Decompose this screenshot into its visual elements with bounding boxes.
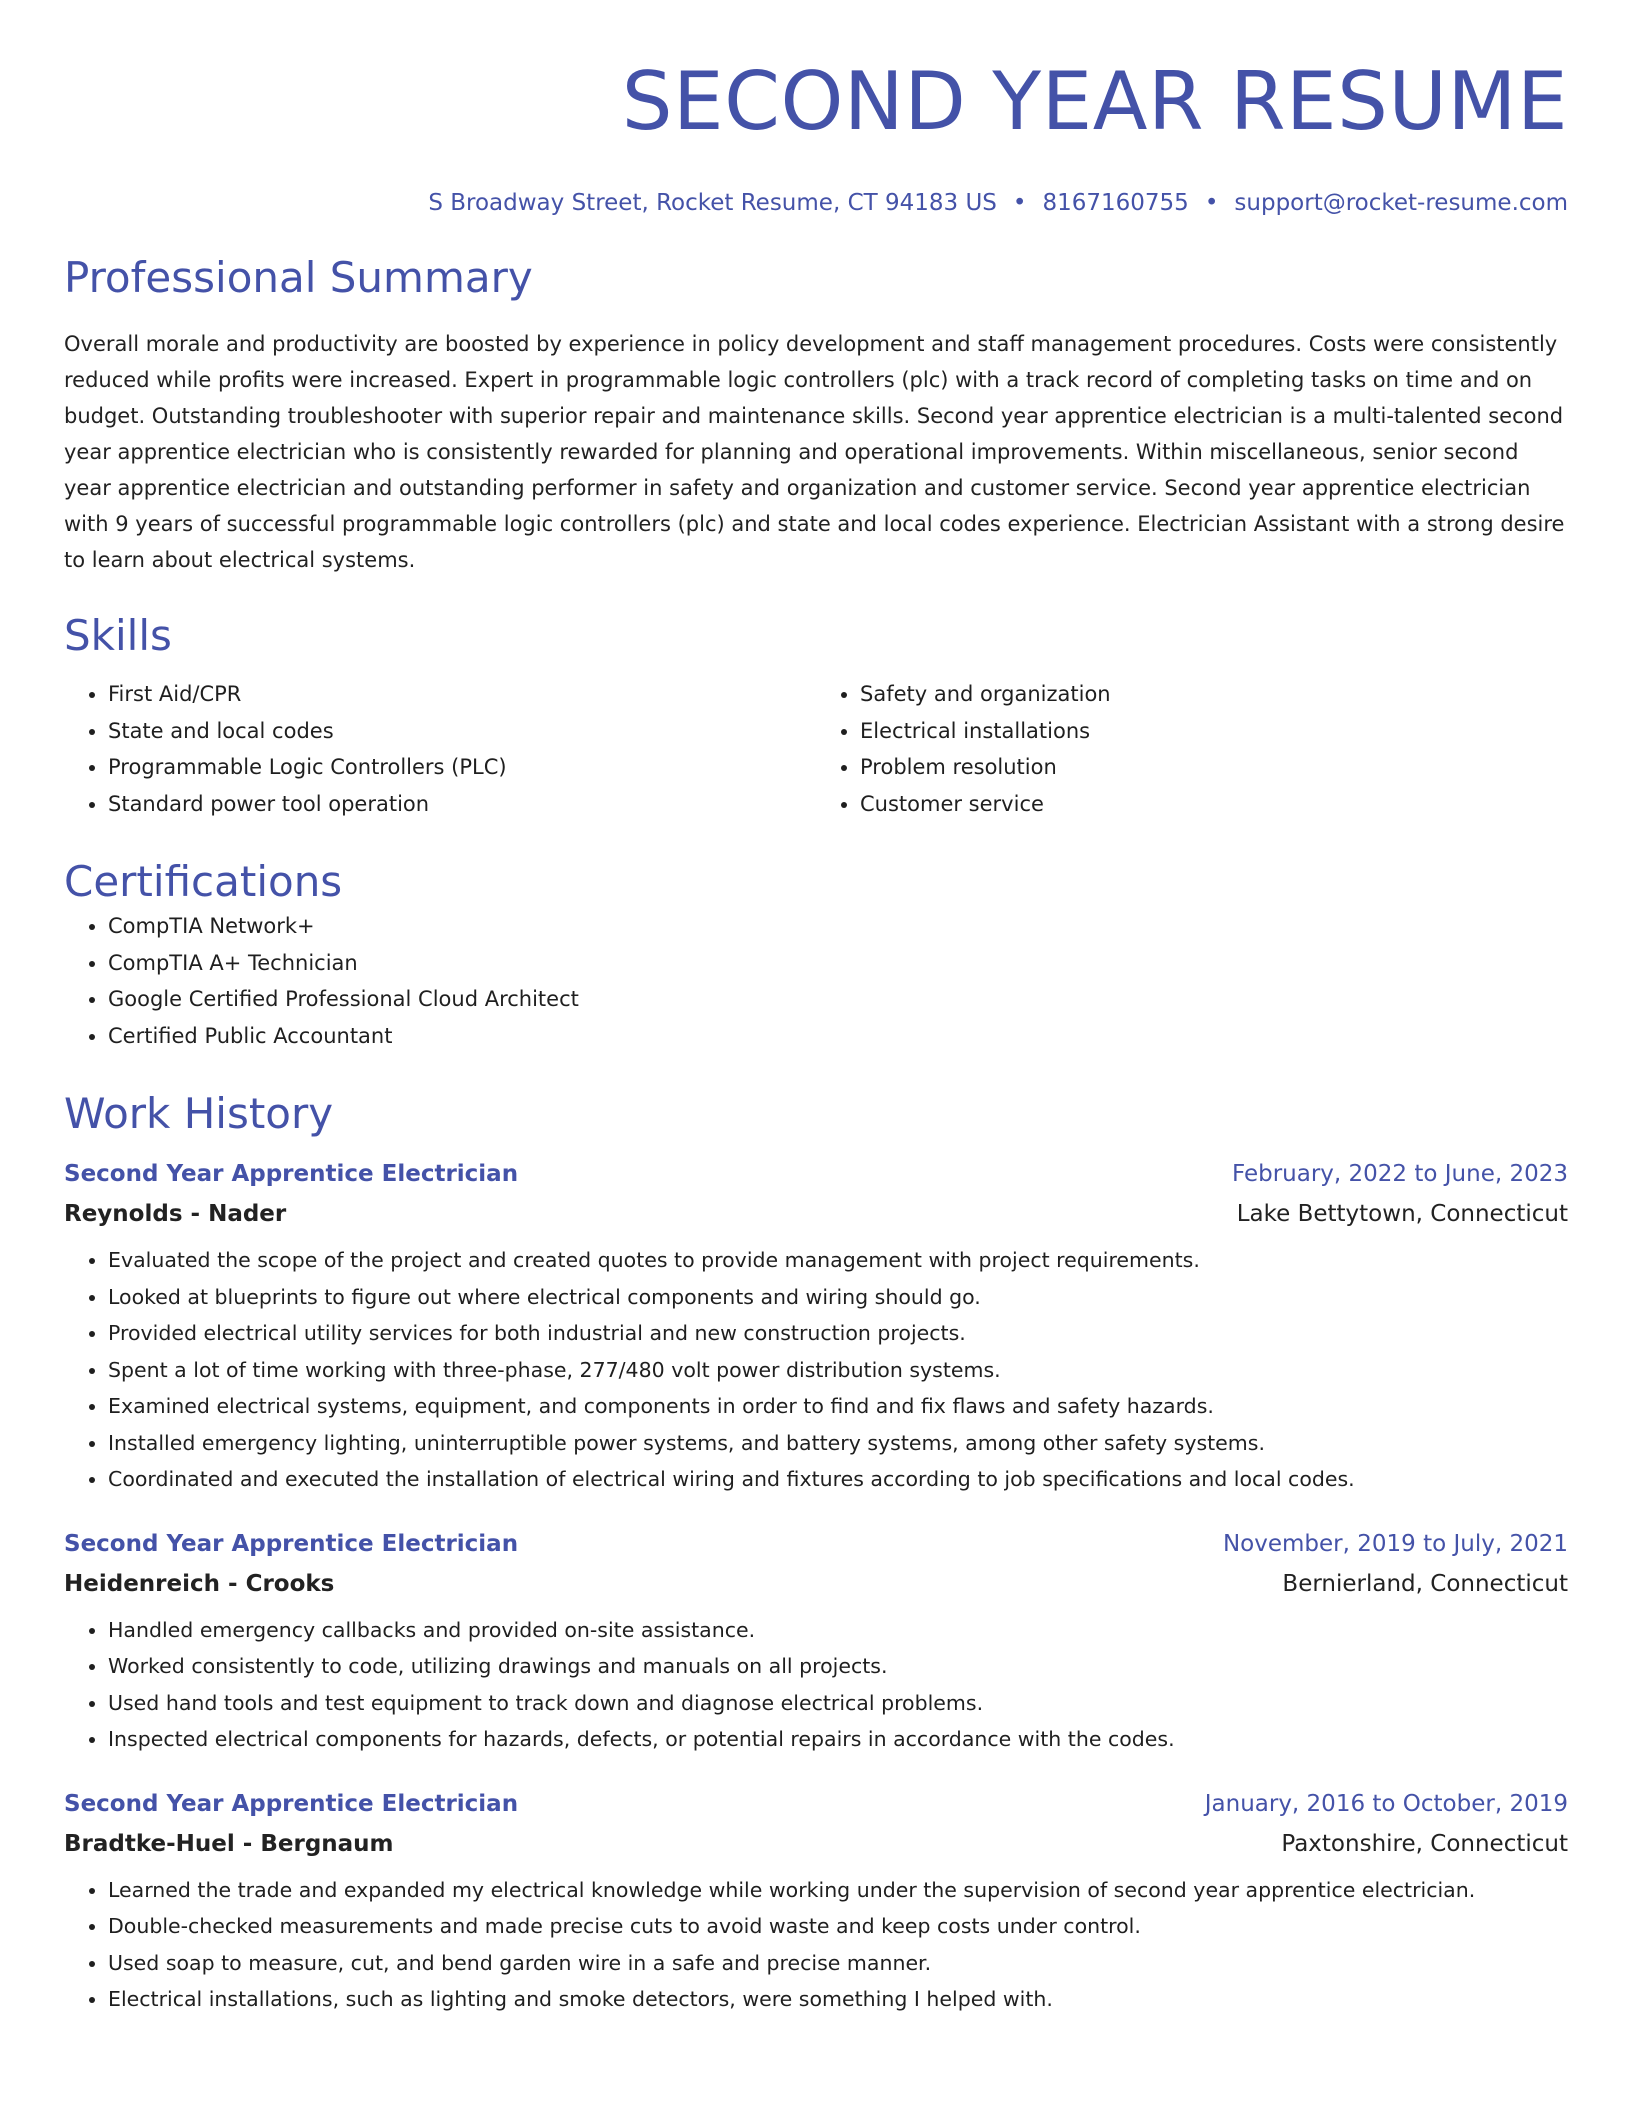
job-title: Second Year Apprentice Electrician xyxy=(64,1161,519,1187)
candidate-name: SECOND YEAR RESUME xyxy=(621,55,1568,148)
certification-item: • CompTIA Network+ xyxy=(108,908,1568,945)
skills-column-right xyxy=(816,676,1568,822)
job-duty: • Evaluated the scope of the project and created quotes to provide management with project requirements. xyxy=(108,1242,1568,1279)
job-duty: • Electrical installations, such as lighting and smoke detectors, were something I helped with. xyxy=(108,1981,1568,2018)
certifications-heading: Certifications xyxy=(64,857,343,906)
job-duty: • Examined electrical systems, equipment, and components in order to find and fix flaws and safety hazards. xyxy=(108,1388,1568,1425)
job-duty: • Spent a lot of time working with three-phase, 277/480 volt power distribution systems. xyxy=(108,1352,1568,1389)
job-company: Bradtke-Huel - Bergnaum xyxy=(64,1830,394,1857)
job-duty: • Double-checked measurements and made precise cuts to avoid waste and keep costs under control. xyxy=(108,1908,1568,1945)
job-duty: • Coordinated and executed the installation of electrical wiring and fixtures according to job specifications and local codes. xyxy=(108,1461,1568,1498)
job-duty: • Handled emergency callbacks and provided on-site assistance. xyxy=(108,1612,1568,1649)
job-title: Second Year Apprentice Electrician xyxy=(64,1530,519,1557)
job-company: Heidenreich - Crooks xyxy=(64,1570,335,1597)
job-duty: • Provided electrical utility services for both industrial and new construction projects. xyxy=(108,1315,1568,1352)
job-duties xyxy=(64,1872,1568,2018)
skills-heading: Skills xyxy=(64,611,172,660)
job-duty: • Looked at blueprints to figure out where electrical components and wiring should go. xyxy=(108,1279,1568,1316)
summary-text: Overall morale and productivity are boosted by experience in policy development and staff management procedures. Costs were consistently reduced while profits were increased. Expert in programmable logic controllers (plc) with a track record of completing tasks on time and on budget. Outstanding troubleshooter with superior repair and maintenance skills. Second year apprentice electrician is a multi-talented second year apprentice electrician who is consistently rewarded for planning and operational improvements. Within miscellaneous, senior second year apprentice electrician and outstanding performer in safety and organization and customer service. Second year apprentice electrician with 9 years of successful programmable logic controllers (plc) and state and local codes experience. Electrician Assistant with a strong desire to learn about electrical systems. xyxy=(64,332,1565,572)
job-dates: November, 2019 to July, 2021 xyxy=(1222,1530,1568,1557)
job-entry xyxy=(64,1784,1568,2018)
certifications-list xyxy=(64,908,1568,1054)
job-duty: • Learned the trade and expanded my electrical knowledge while working under the supervision of second year apprentice electrician. xyxy=(108,1872,1568,1909)
skill-item: • Safety and organization xyxy=(860,676,1568,713)
job-entry xyxy=(64,1154,1568,1498)
skill-item: • State and local codes xyxy=(108,713,816,750)
job-duty: • Installed emergency lighting, uninterruptible power systems, and battery systems, among other safety systems. xyxy=(108,1425,1568,1462)
job-duties xyxy=(64,1612,1568,1758)
job-dates: January, 2016 to October, 2019 xyxy=(1204,1790,1568,1817)
contact-address: S Broadway Street, Rocket Resume, CT 94183 US xyxy=(428,190,997,216)
contact-separator: • xyxy=(1012,190,1027,216)
contact-phone: 8167160755 xyxy=(1042,190,1189,216)
contact-email: support@rocket-resume.com xyxy=(1234,190,1568,216)
job-duties xyxy=(64,1242,1568,1498)
skill-item: • Electrical installations xyxy=(860,713,1568,750)
certification-item: • CompTIA A+ Technician xyxy=(108,945,1568,982)
job-entry xyxy=(64,1524,1568,1758)
job-duty: • Inspected electrical components for hazards, defects, or potential repairs in accordance with the codes. xyxy=(108,1721,1568,1758)
skill-item: • Customer service xyxy=(860,786,1568,823)
contact-separator: • xyxy=(1204,190,1219,216)
job-duty: • Used soap to measure, cut, and bend garden wire in a safe and precise manner. xyxy=(108,1945,1568,1982)
skills-list xyxy=(64,676,1568,822)
job-dates: February, 2022 to June, 2023 xyxy=(1231,1161,1568,1187)
work-history-heading: Work History xyxy=(64,1089,334,1138)
job-location: Lake Bettytown, Connecticut xyxy=(1236,1201,1568,1227)
skills-column-left xyxy=(64,676,816,822)
skill-item: • Standard power tool operation xyxy=(108,786,816,823)
skill-item: • First Aid/CPR xyxy=(108,676,816,713)
contact-line xyxy=(64,188,1568,218)
job-location: Bernierland, Connecticut xyxy=(1282,1570,1568,1597)
job-location: Paxtonshire, Connecticut xyxy=(1281,1830,1568,1857)
job-title: Second Year Apprentice Electrician xyxy=(64,1790,519,1817)
job-company: Reynolds - Nader xyxy=(64,1201,287,1227)
certification-item: • Google Certified Professional Cloud Architect xyxy=(108,981,1568,1018)
certification-item: • Certified Public Accountant xyxy=(108,1018,1568,1055)
job-duty: • Worked consistently to code, utilizing drawings and manuals on all projects. xyxy=(108,1648,1568,1685)
skill-item: • Programmable Logic Controllers (PLC) xyxy=(108,749,816,786)
job-duty: • Used hand tools and test equipment to track down and diagnose electrical problems. xyxy=(108,1685,1568,1722)
summary-heading: Professional Summary xyxy=(64,253,533,302)
skill-item: • Problem resolution xyxy=(860,749,1568,786)
resume-header xyxy=(64,0,1568,218)
